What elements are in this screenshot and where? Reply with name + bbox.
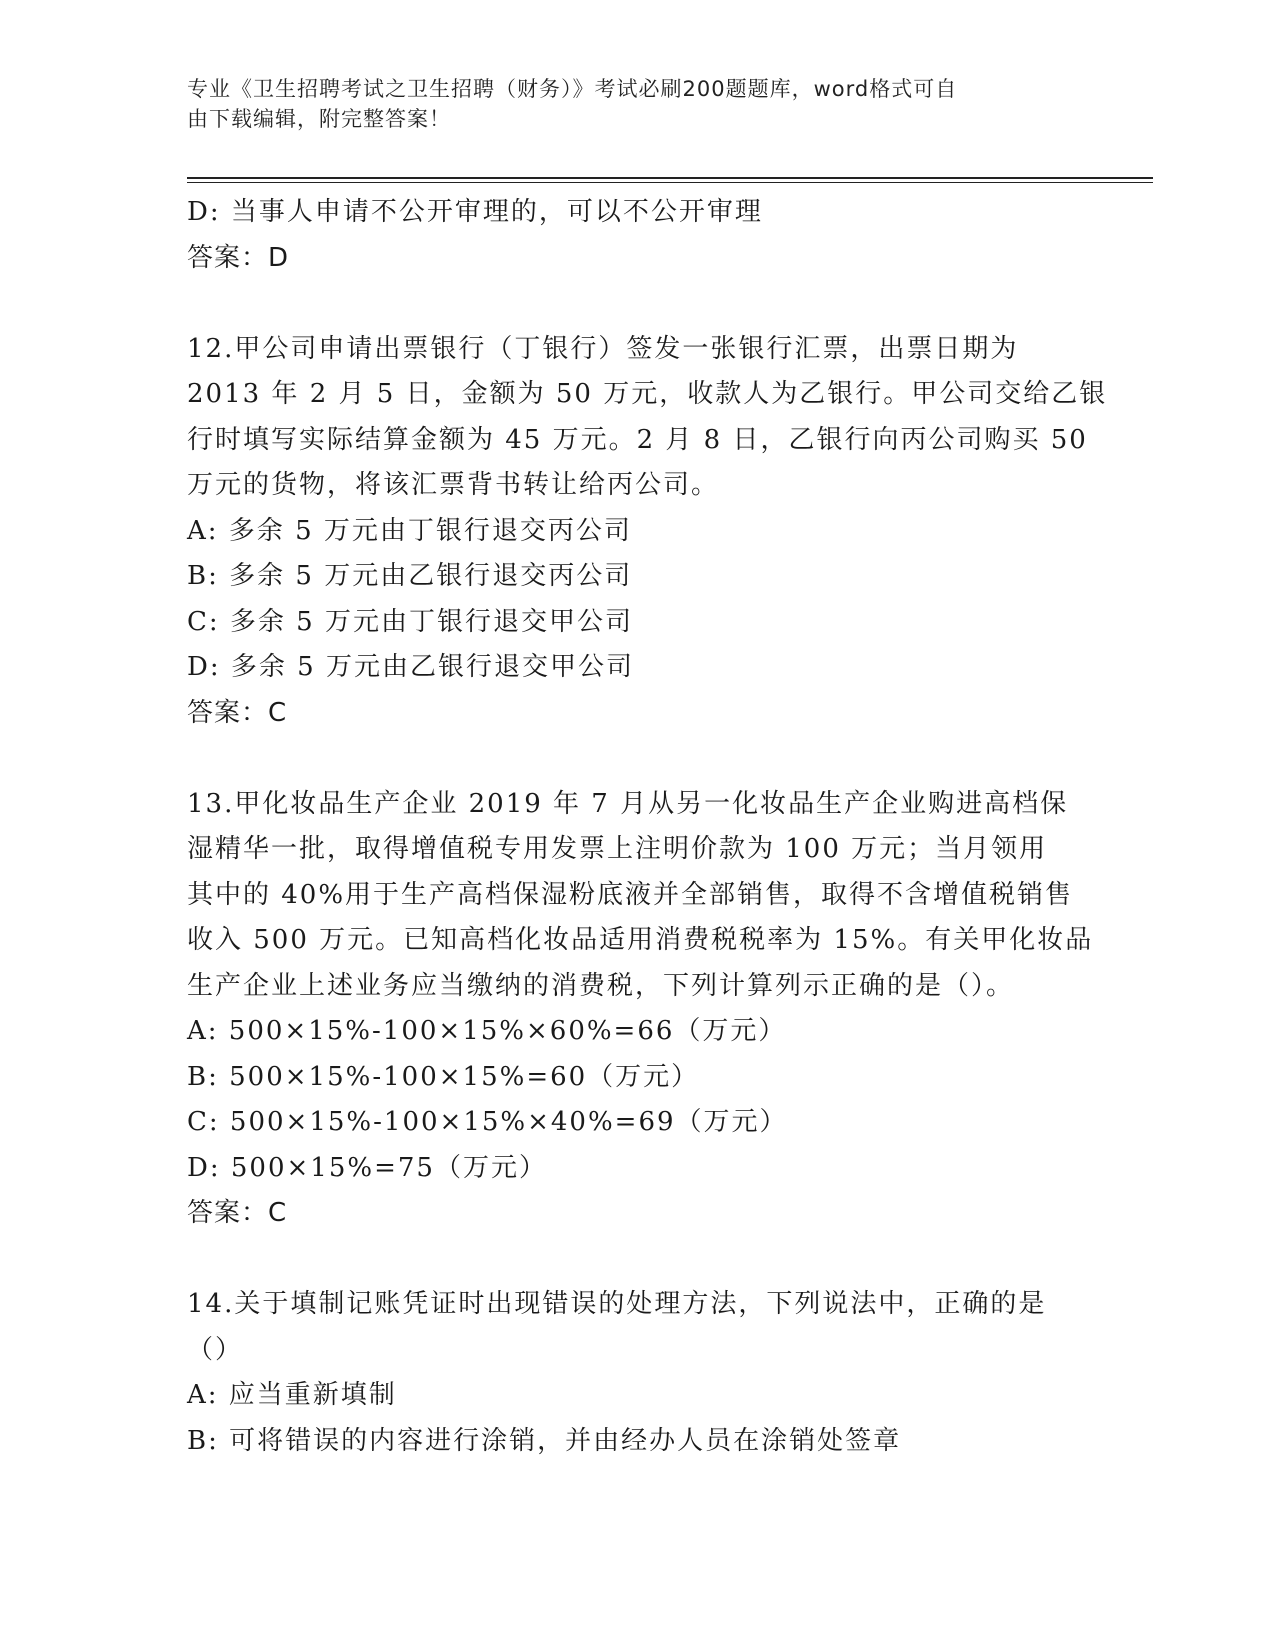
q13-block [187, 782, 1094, 1237]
q13-stem-line: 湿精华一批，取得增值税专用发票上注明价款为 100 万元；当月领用 [187, 834, 1048, 864]
q11-answer: 答案：D [187, 242, 290, 273]
q13-option-a: A: 500×15%-100×15%×60%=66（万元） [187, 1016, 787, 1046]
q13-option-c: C: 500×15%-100×15%×40%=69（万元） [187, 1107, 788, 1137]
q12-answer: 答案：C [187, 697, 288, 728]
q13-answer: 答案：C [187, 1198, 288, 1228]
spacer [187, 1237, 1087, 1283]
q14-stem-line: 14.关于填制记账凭证时出现错误的处理方法，下列说法中，正确的是 [187, 1289, 1047, 1319]
q12-block [187, 327, 1108, 737]
spacer [187, 281, 1087, 327]
q13-stem-line: 收入 500 万元。已知高档化妆品适用消费税税率为 15%。有关甲化妆品 [187, 925, 1094, 955]
q12-stem-line: 12.甲公司申请出票银行（丁银行）签发一张银行汇票，出票日期为 [187, 333, 1019, 364]
q13-stem-line: 13.甲化妆品生产企业 2019 年 7 月从另一化妆品生产企业购进高档保 [187, 788, 1069, 819]
q14-option-a: A: 应当重新填制 [187, 1380, 397, 1410]
q13-stem-line: 生产企业上述业务应当缴纳的消费税，下列计算列示正确的是（）。 [187, 970, 1015, 1001]
header-line-2: 由下载编辑，附完整答案！ [187, 107, 451, 131]
q12-option-b: B: 多余 5 万元由乙银行退交丙公司 [187, 561, 633, 591]
q13-option-b: B: 500×15%-100×15%=60（万元） [187, 1061, 700, 1092]
q12-stem-line: 2013 年 2 月 5 日，金额为 50 万元，收款人为乙银行。甲公司交给乙银 [187, 379, 1108, 409]
q12-option-a: A: 多余 5 万元由丁银行退交丙公司 [187, 515, 632, 546]
q14-option-b: B: 可将错误的内容进行涂销，并由经办人员在涂销处签章 [187, 1425, 902, 1456]
q12-stem-line: 行时填写实际结算金额为 45 万元。2 月 8 日，乙银行向丙公司购买 50 [187, 424, 1088, 455]
q14-stem-line: （） [187, 1334, 244, 1365]
header-divider-thick [187, 177, 1153, 179]
header-line-1: 专业《卫生招聘考试之卫生招聘（财务）》考试必刷200题题库，word格式可自 [187, 77, 958, 101]
header-divider-thin [187, 182, 1153, 183]
q12-option-d: D: 多余 5 万元由乙银行退交甲公司 [187, 652, 634, 682]
q13-option-d: D: 500×15%=75（万元） [187, 1152, 547, 1183]
q11-option-d: D: 当事人申请不公开审理的，可以不公开审理 [187, 197, 763, 227]
q12-stem-line: 万元的货物，将该汇票背书转让给丙公司。 [187, 470, 720, 500]
q14-block [187, 1282, 1087, 1464]
document-body [187, 190, 1108, 1464]
q12-option-c: C: 多余 5 万元由丁银行退交甲公司 [187, 606, 633, 637]
q13-stem-line: 其中的 40%用于生产高档保湿粉底液并全部销售，取得不含增值税销售 [187, 879, 1074, 910]
spacer [187, 736, 1087, 782]
document-header [187, 74, 1067, 134]
